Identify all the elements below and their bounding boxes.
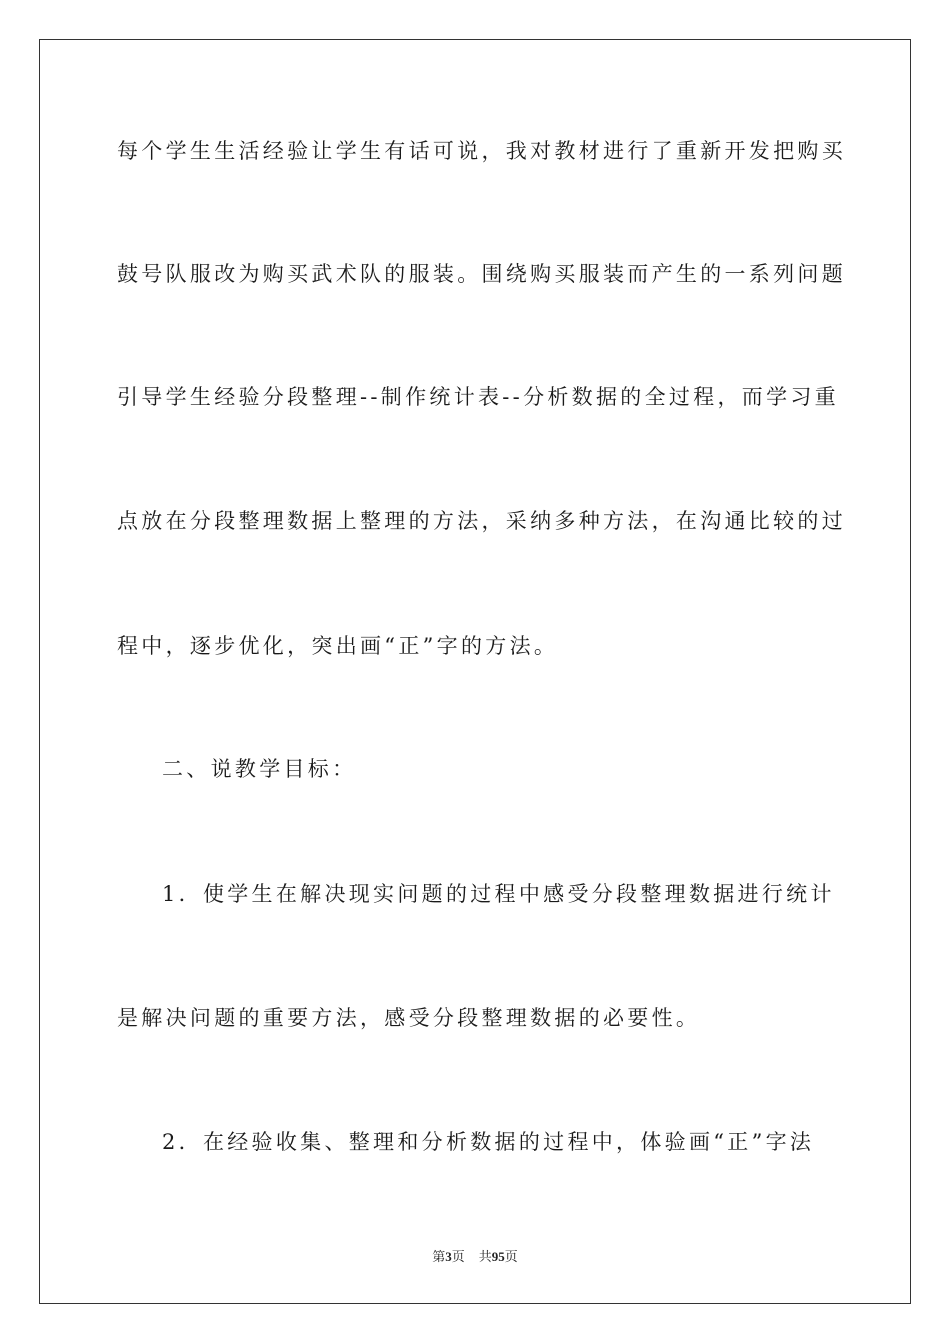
list-item-2-line-1: 2．在经验收集、整理和分析数据的过程中，体验画“正”字法 <box>162 1130 815 1154</box>
page-border <box>39 39 911 1304</box>
footer-total-pages: 95 <box>491 1249 505 1264</box>
list-item-1-line-2: 是解决问题的重要方法，感受分段整理数据的必要性。 <box>117 1006 701 1030</box>
paragraph-line-5: 程中，逐步优化，突出画“正”字的方法。 <box>117 634 559 658</box>
paragraph-line-2: 鼓号队服改为购买武术队的服装。围绕购买服装而产生的一系列问题 <box>117 262 846 286</box>
section-heading: 二、说教学目标： <box>162 757 357 781</box>
paragraph-line-4: 点放在分段整理数据上整理的方法，采纳多种方法，在沟通比较的过 <box>117 509 846 533</box>
footer-page-suffix: 页 <box>451 1249 465 1264</box>
list-item-1-line-1: 1．使学生在解决现实问题的过程中感受分段整理数据进行统计 <box>162 882 835 906</box>
footer-page-number: 3 <box>445 1249 452 1264</box>
page-footer <box>0 1246 950 1265</box>
paragraph-line-1: 每个学生生活经验让学生有话可说，我对教材进行了重新开发把购买 <box>117 139 846 163</box>
footer-page-prefix: 第 <box>432 1249 446 1264</box>
paragraph-line-3: 引导学生经验分段整理--制作统计表--分析数据的全过程，而学习重 <box>117 385 839 409</box>
footer-total-suffix: 页 <box>504 1249 518 1264</box>
footer-total-prefix: 共 <box>478 1249 492 1264</box>
